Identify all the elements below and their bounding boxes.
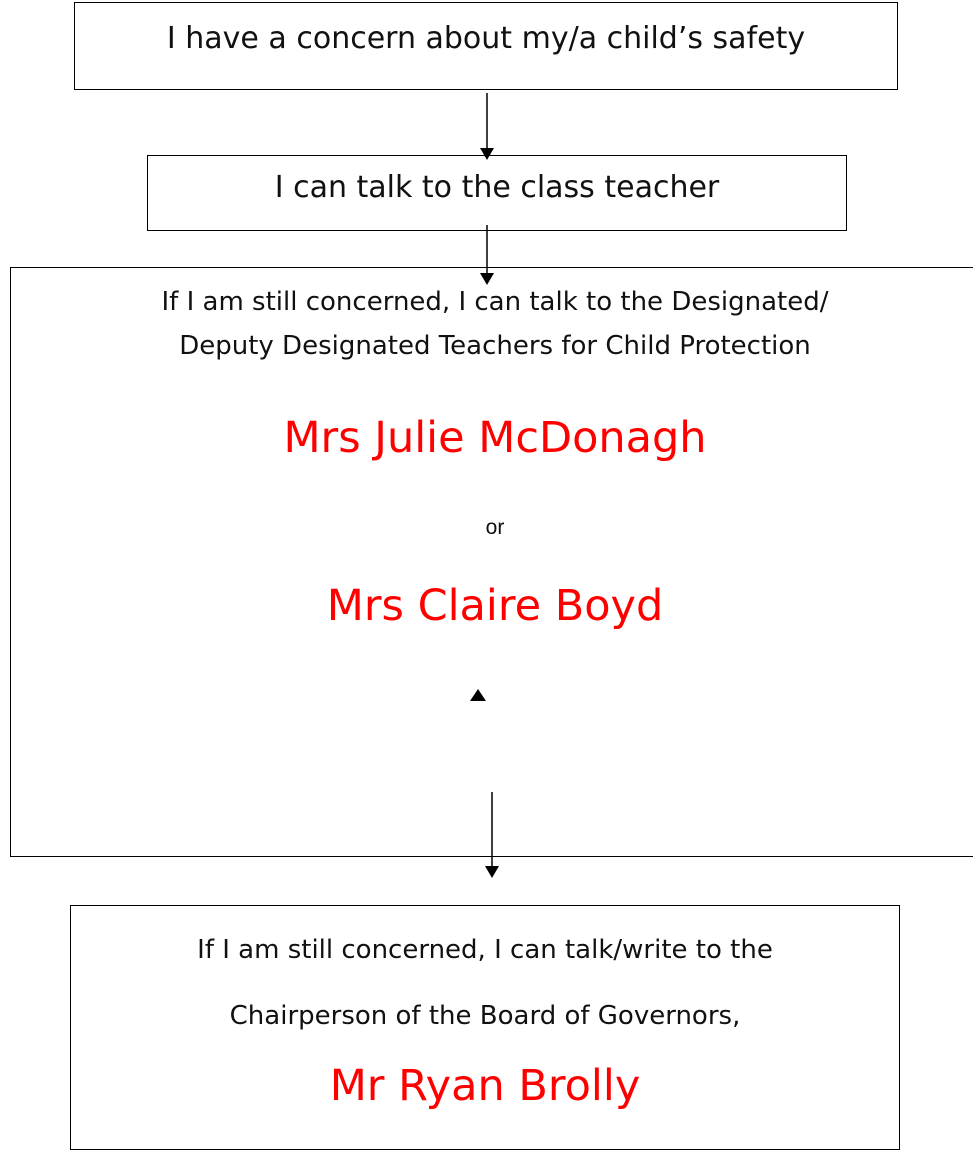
designated-name-2: Mrs Claire Boyd (326, 581, 664, 631)
concern-text: I have a concern about my/a child’s safety (166, 21, 806, 56)
arrowhead-2 (480, 273, 494, 285)
designated-name-1: Mrs Julie McDonagh (283, 413, 707, 463)
or-label: or (485, 516, 505, 539)
chairperson-name: Mr Ryan Brolly (329, 1061, 641, 1111)
class-teacher-text: I can talk to the class teacher (274, 170, 720, 205)
stray-triangle-marker (470, 689, 486, 701)
chairperson-line-1: If I am still concerned, I can talk/write to the (197, 935, 773, 965)
designated-line-2: Deputy Designated Teachers for Child Protection (179, 331, 811, 361)
designated-line-1: If I am still concerned, I can talk to the Designated/ (161, 287, 829, 317)
arrowhead-3 (485, 866, 499, 878)
chairperson-line-2: Chairperson of the Board of Governors, (229, 1001, 741, 1031)
arrowhead-1 (480, 148, 494, 160)
